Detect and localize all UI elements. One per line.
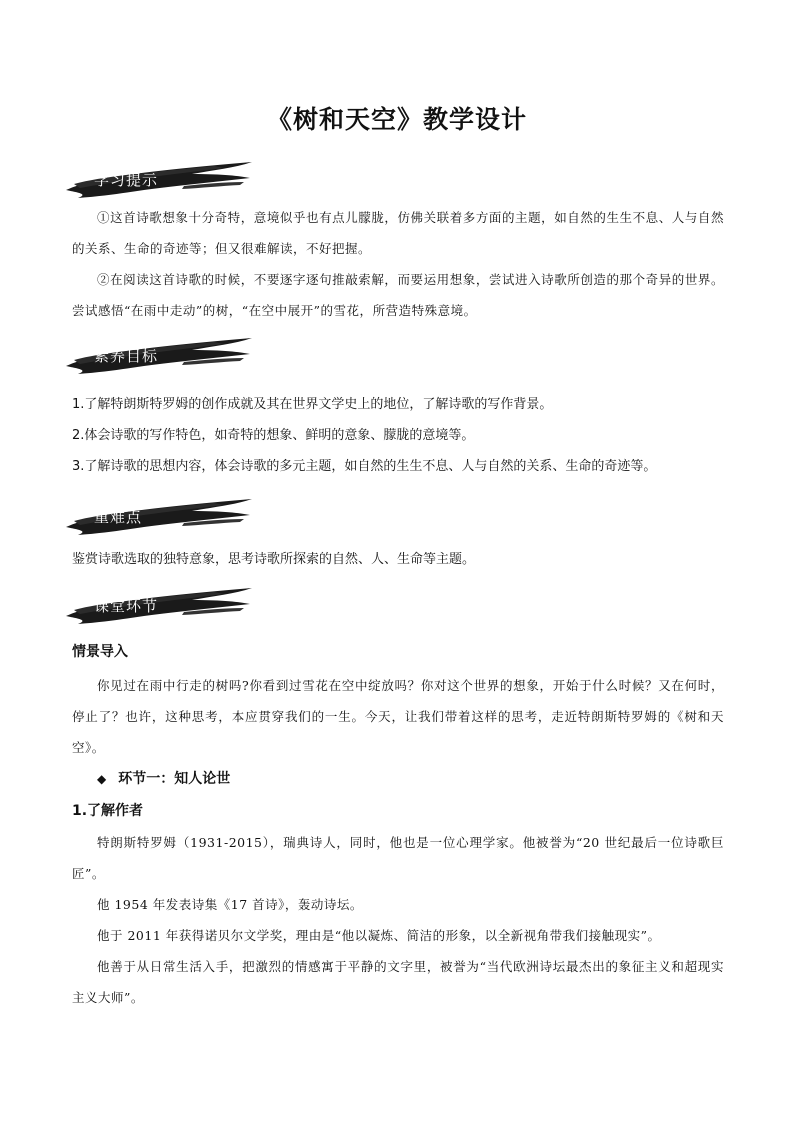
- author-subheading: 1.了解作者: [72, 803, 144, 819]
- section-banner-focus: [64, 497, 254, 537]
- brush-stroke-icon: [64, 336, 254, 376]
- section-banner-goals: [64, 336, 254, 376]
- section-label: 素养目标: [94, 347, 159, 365]
- section-label: 重难点: [94, 508, 143, 526]
- brush-stroke-icon: [64, 160, 254, 200]
- goal-item-2: 2.体会诗歌的写作特色，如奇特的想象、鲜明的意象、朦胧的意境等。: [72, 428, 475, 443]
- focus-text: 鉴赏诗歌选取的独特意象，思考诗歌所探索的自然、人、生命等主题。: [72, 552, 476, 567]
- step-heading: 环节一：知人论世: [118, 771, 231, 787]
- brush-stroke-icon: [64, 586, 254, 626]
- intro-heading: 情景导入: [72, 644, 128, 660]
- diamond-bullet-icon: ◆: [97, 772, 107, 786]
- tips-paragraph-2: ②在阅读这首诗歌的时候，不要逐字逐句推敲索解，而要运用想象，尝试进入诗歌所创造的那个奇异的世界。尝试感悟“在雨中走动”的树，“在空中展开”的雪花，所营造特殊意境。: [72, 272, 724, 318]
- page-title: 《树和天空》教学设计: [266, 105, 527, 134]
- author-paragraph-4: 他善于从日常生活入手，把激烈的情感寓于平静的文字里，被誉为“当代欧洲诗坛最杰出的象征主义和超现实主义大师”。: [72, 959, 724, 1005]
- goal-item-1: 1.了解特朗斯特罗姆的创作成就及其在世界文学史上的地位，了解诗歌的写作背景。: [72, 397, 553, 412]
- section-label: 课堂环节: [94, 597, 159, 615]
- goal-item-3: 3.了解诗歌的思想内容，体会诗歌的多元主题，如自然的生生不息、人与自然的关系、生命的奇迹等。: [72, 459, 657, 474]
- section-banner-class: [64, 586, 254, 626]
- author-paragraph-3: 他于 2011 年获得诺贝尔文学奖，理由是“他以凝炼、简洁的形象，以全新视角带我们接触现实”。: [97, 928, 661, 943]
- brush-stroke-icon: [64, 497, 254, 537]
- intro-paragraph: 你见过在雨中行走的树吗?你看到过雪花在空中绽放吗？你对这个世界的想象，开始于什么时候？又在何时，停止了？也许，这种思考，本应贯穿我们的一生。今天，让我们带着这样的思考，走近特朗斯特罗姆的《树和天空》。: [72, 678, 724, 755]
- tips-paragraph-1: ①这首诗歌想象十分奇特，意境似乎也有点儿朦胧，仿佛关联着多方面的主题，如自然的生生不息、人与自然的关系、生命的奇迹等；但又很难解读，不好把握。: [72, 210, 724, 256]
- author-paragraph-1: 特朗斯特罗姆（1931-2015），瑞典诗人，同时，他也是一位心理学家。他被誉为“20 世纪最后一位诗歌巨匠”。: [72, 835, 724, 881]
- step-heading-row: [97, 768, 230, 788]
- section-banner-tips: [64, 160, 254, 200]
- author-paragraph-2: 他 1954 年发表诗集《17 首诗》，轰动诗坛。: [97, 897, 363, 912]
- section-label: 学习提示: [94, 171, 159, 189]
